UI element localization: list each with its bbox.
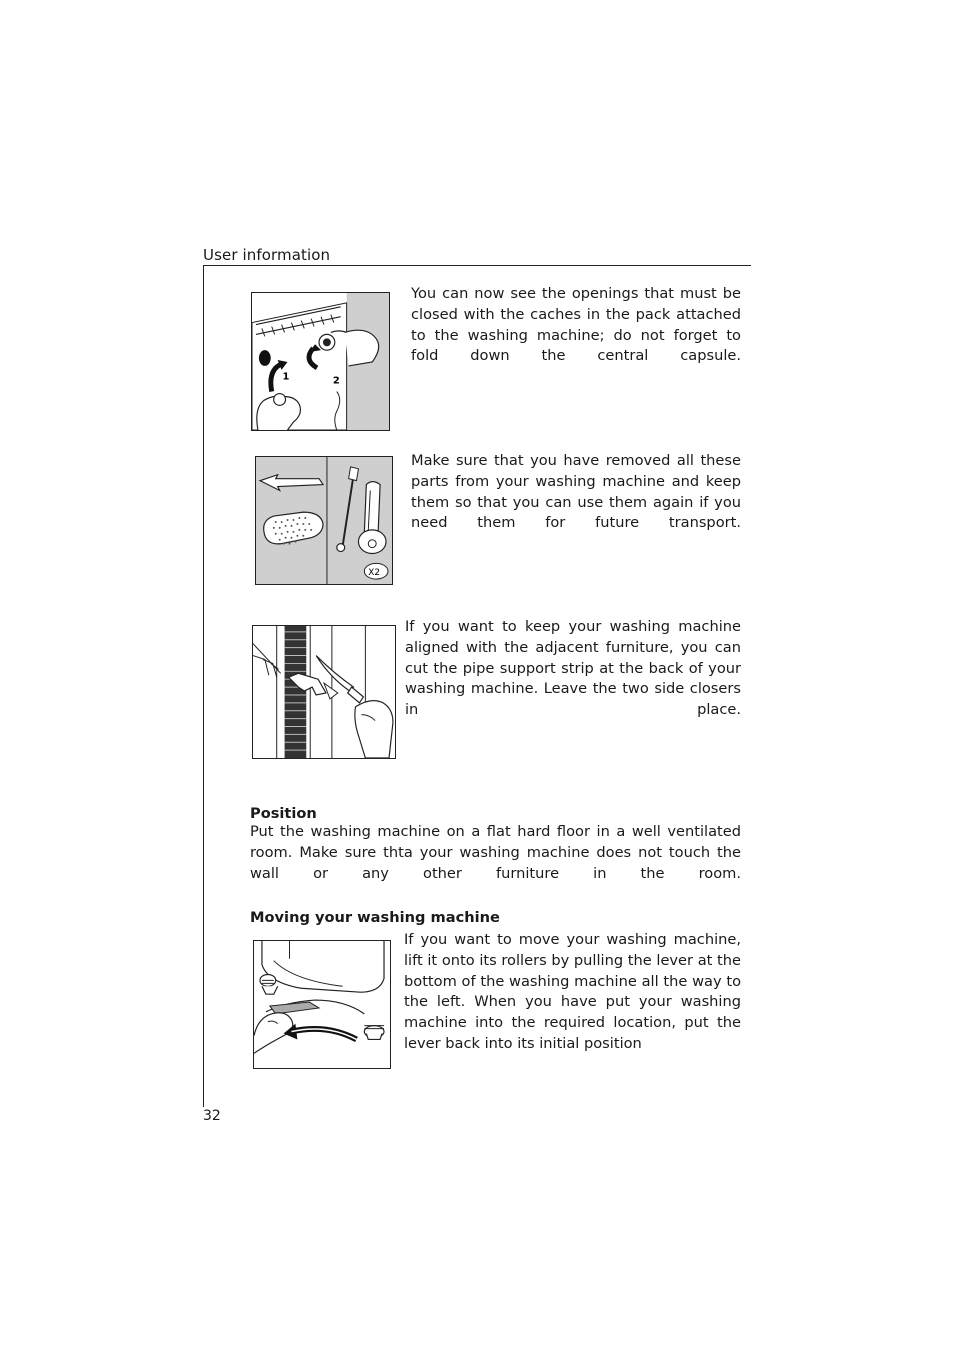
position-text: Put the washing machine on a flat hard floor in a well ventilated room. Make sure thta your washing machine does not touch the wall or any other furniture in the room. (250, 823, 741, 882)
transport-parts-illustration (255, 456, 393, 585)
position-heading: Position (250, 805, 317, 822)
removed-parts-text: Make sure that you have removed all these parts from your washing machine and keep them so that you can use them again if you need them for future transport. (411, 452, 741, 532)
margin-rule (203, 265, 204, 1107)
caches-text: You can now see the openings that must be closed with the caches in the pack attached to the washing machine; do not forget to fold down the central capsule. (411, 285, 741, 365)
header-rule (203, 265, 751, 266)
close-openings-illustration (251, 292, 390, 431)
label-2: 2 (332, 375, 340, 387)
section-header: User information (203, 246, 331, 264)
cut-pipe-strip-illustration (252, 625, 396, 759)
page-number: 32 (203, 1108, 221, 1124)
label-1: 1 (282, 371, 290, 383)
pipe-strip-text: If you want to keep your washing machine aligned with the adjacent furniture, you can cut the pipe support strip at the back of your washing machine. Leave the two side closers in place. (405, 618, 741, 719)
label-x2: X2 (368, 568, 381, 579)
moving-text: If you want to move your washing machine, lift it onto its rollers by pulling the lever at the bottom of the washing machine all the way to the left. When you have put your washing machine into the required location, put the lever back into its initial position (404, 931, 741, 1052)
moving-heading: Moving your washing machine (250, 909, 500, 926)
lever-rollers-illustration (253, 940, 391, 1069)
